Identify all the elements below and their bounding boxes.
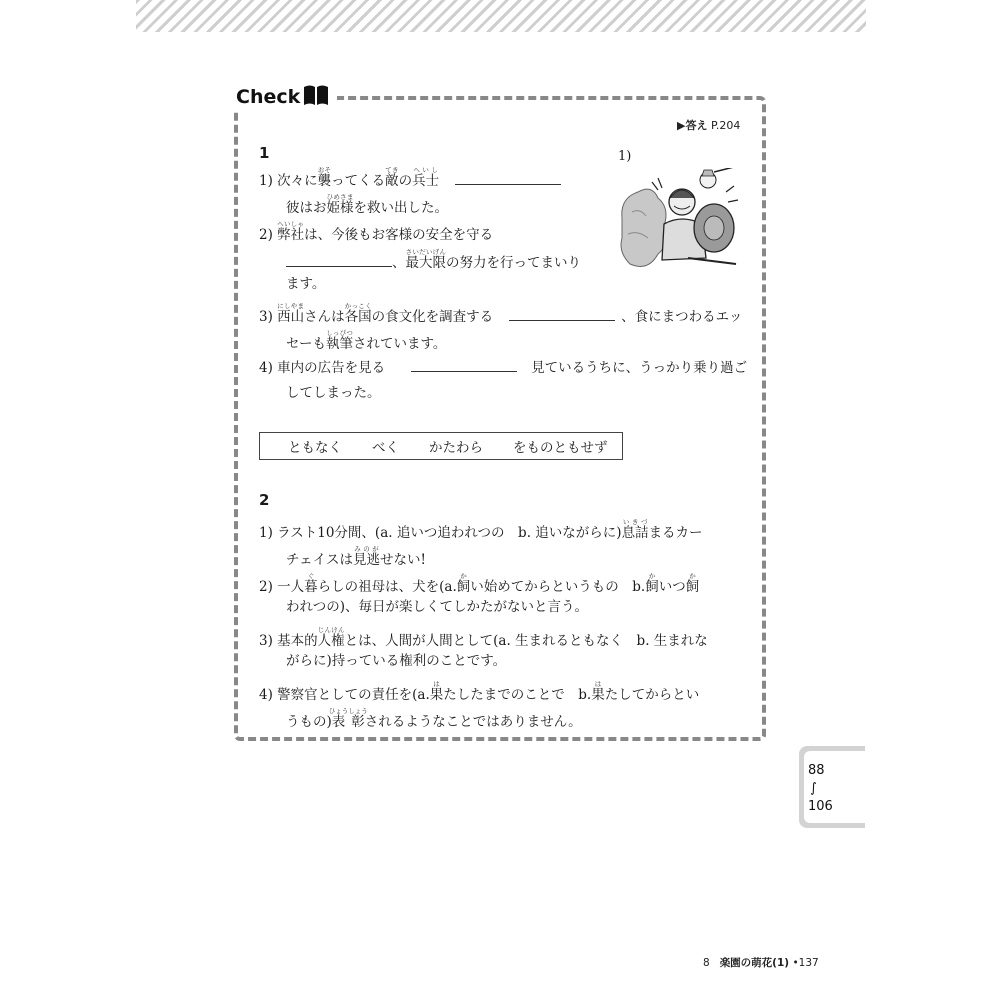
answer-blank[interactable]	[411, 357, 517, 372]
s1-q4-number: 4)	[259, 360, 273, 376]
illustration-label: 1)	[618, 149, 632, 164]
s1-q4-line1	[259, 357, 747, 376]
s2-q3-line2	[286, 653, 506, 669]
text: されるようなことではありません。	[364, 714, 582, 730]
tab-range-tilde: ∫	[810, 781, 817, 796]
text: われつの)、毎日が楽しくてしかたがないと言う。	[286, 599, 588, 615]
answer-blank[interactable]	[455, 170, 561, 185]
choice-box	[259, 432, 623, 460]
ruby-word: 西山にしやま	[277, 302, 305, 325]
ruby-word: 執筆しっぴつ	[325, 329, 353, 352]
answer-label: 答え	[685, 119, 708, 132]
triangle-icon: ▶	[677, 119, 686, 132]
answer-reference	[677, 117, 740, 133]
ruby-word: 飼か	[685, 572, 700, 595]
choice-item: をものともせず	[513, 440, 608, 456]
text: いつ	[658, 579, 686, 595]
s2-q1-line2	[286, 545, 426, 568]
section-2-number: 2	[259, 491, 270, 509]
ruby-word: 姫様ひめさま	[326, 193, 354, 216]
text: 一人	[277, 579, 305, 595]
s1-q3-line2	[286, 329, 446, 352]
text: 次々に	[277, 173, 318, 189]
ruby-word: 兵士へいし	[412, 166, 440, 189]
text: とは、人間が人間として(a. 生まれるともなく b. 生まれな	[344, 633, 708, 649]
tab-range-start: 88	[808, 763, 825, 778]
text: の	[398, 173, 413, 189]
s1-q1-number: 1)	[259, 173, 273, 189]
text: い始めてからというもの b.	[470, 579, 646, 595]
header-stripe	[136, 0, 866, 32]
footer-chapter: 8	[703, 957, 710, 969]
open-book-icon	[303, 84, 329, 110]
text: たしたまでのことで b.	[443, 687, 592, 703]
footer-page-number: 137	[798, 957, 819, 969]
check-title: Check	[236, 86, 301, 108]
s1-q4-line2	[286, 385, 381, 401]
choice-item: かたわら	[429, 440, 483, 456]
s1-q1-line2	[286, 193, 448, 216]
ruby-word: 最大限さいだいげん	[405, 248, 446, 271]
tab-range-end: 106	[808, 799, 833, 814]
answer-page: P.204	[710, 119, 741, 132]
answer-blank[interactable]	[509, 306, 615, 321]
footer-title: 楽園の萌花(1)	[719, 957, 790, 969]
s1-q1-line1	[259, 166, 569, 189]
ruby-word: 飼か	[645, 572, 659, 595]
s2-q2-line2	[286, 599, 588, 615]
s2-q2-number: 2)	[259, 579, 273, 595]
section-1-number: 1	[259, 144, 270, 162]
s1-q2-line2	[286, 248, 581, 271]
ruby-word: 見逃みのが	[352, 545, 380, 568]
ruby-word: 弊社へいしゃ	[277, 220, 305, 243]
bullet-icon: •	[792, 957, 799, 969]
s2-q3-line1	[259, 626, 708, 649]
s2-q4-line2	[286, 707, 582, 730]
text: 警察官としての責任を(a.	[277, 687, 430, 703]
text: は、今後もお客様の安全を守る	[304, 227, 494, 243]
answer-blank[interactable]	[286, 252, 392, 267]
ruby-word: 各国かっこく	[344, 302, 372, 325]
choice-item: べく	[372, 440, 399, 456]
s2-q4-number: 4)	[259, 687, 273, 703]
text: チェイスは	[286, 552, 353, 568]
text: してしまった。	[286, 385, 381, 401]
text: たしてからとい	[604, 687, 700, 703]
text: を救い出した。	[353, 200, 448, 216]
ruby-word: 敵てき	[385, 166, 399, 189]
warrior-illustration	[618, 168, 744, 282]
ruby-word: 飼か	[456, 572, 471, 595]
s2-q2-line1	[259, 572, 699, 595]
text: 見ているうちに、うっかり乗り過ご	[531, 360, 748, 376]
text: らしの祖母は、犬を(a.	[317, 579, 457, 595]
text: の食文化を調査する	[371, 309, 494, 325]
text: セーも	[286, 336, 326, 352]
text: ます。	[286, 276, 326, 292]
text: ラスト10分間、(a. 追いつ追われつの b. 追いながらに)	[277, 525, 622, 541]
text: 、	[392, 255, 406, 271]
text: うもの)	[286, 714, 332, 730]
text: 、食にまつわるエッ	[621, 309, 743, 325]
ruby-word: 人権じんけん	[317, 626, 345, 649]
ruby-word: 果は	[591, 680, 605, 703]
text: の努力を行ってまいり	[446, 255, 581, 271]
s1-q2-line1	[259, 220, 493, 243]
text: まるカー	[648, 525, 703, 541]
ruby-word: 息詰いきづ	[621, 518, 649, 541]
ruby-word: 暮ぐ	[304, 572, 318, 595]
s2-q4-line1	[259, 680, 699, 703]
s2-q1-number: 1)	[259, 525, 273, 541]
check-header	[228, 82, 337, 112]
s2-q3-number: 3)	[259, 633, 273, 649]
choice-item: ともなく	[288, 440, 342, 456]
text: がらに)持っている権利のことです。	[286, 653, 507, 669]
s1-q3-number: 3)	[259, 309, 273, 325]
page-footer	[703, 955, 819, 970]
s1-q3-line1	[259, 302, 742, 325]
text: さんは	[304, 309, 345, 325]
text: せない!	[379, 552, 426, 568]
text: ってくる	[331, 173, 386, 189]
s2-q1-line1	[259, 518, 703, 541]
ruby-word: 襲おそ	[317, 166, 332, 189]
s1-q2-line3	[286, 276, 325, 292]
text: 基本的	[277, 633, 318, 649]
text: 車内の広告を見る	[277, 360, 386, 376]
text: されています。	[352, 336, 447, 352]
ruby-word: 果は	[429, 680, 444, 703]
text: 彼はお	[286, 200, 327, 216]
s1-q2-number: 2)	[259, 227, 273, 243]
ruby-word: 表彰ひょうしょう	[328, 707, 368, 730]
